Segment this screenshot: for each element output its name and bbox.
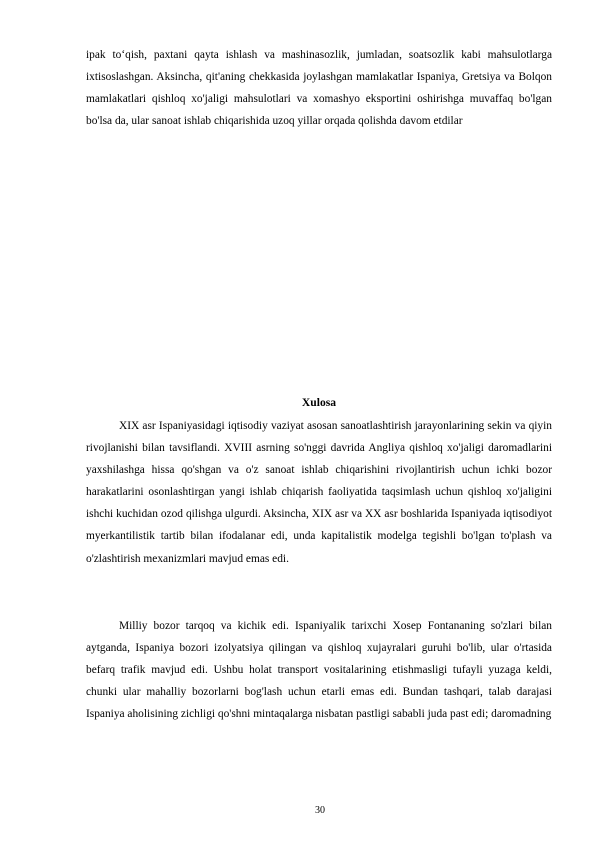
body-paragraph: XIX asr Ispaniyasidagi iqtisodiy vaziyat asosan sanoatlashtirish jarayonlarining sekin va qiyin rivojlanishi bilan tavsiflandi. XVIII asrning so'nggi davrida Angliya qishloq xo'jaligi daromadlarini yaxshilashga hissa qo'shgan va o'z sanoat ishlab chiqarishini rivojlantirish uchun ichki bozor harakatlarini osonlashtirgan yangi ishlab chiqarish faoliyatida taqsimlash uchun qishloq xo'jaligini ishchi kuchidan ozod qilishga ulgurdi. Aksincha, XIX asr va XX asr boshlarida Ispaniyada iqtisodiyot myerkantilistik tartib bilan ifodalanar edi, unda kapitalistik modelga tegishli bo'lgan to'plash va o'zlashtirish mexanizmlari mavjud emas edi. bbox=[86, 420, 552, 565]
page-number: 30 bbox=[315, 805, 325, 816]
body-paragraph: ipak to‘qish, paxtani qayta ishlash va mashinasozlik, jumladan, soatsozlik kabi mahsulotlarga ixtisoslashgan. Aksincha, qit'aning chekkasida joylashgan mamlakatlar Ispaniya, Gretsiya va Bolqon mamlakatlari qishloq xo'jaligi mahsulotlari va xomashyo eksportini oshirishga muvaffaq bo'lgan bo'lsa da, ular sanoat ishlab chiqarishida uzoq yillar orqada qolishda davom etdilar bbox=[86, 49, 552, 128]
section-title: Xulosa bbox=[301, 396, 337, 409]
body-paragraph: Milliy bozor tarqoq va kichik edi. Ispaniyalik tarixchi Xosep Fontananing so'zlari bilan aytganda, Ispaniya bozori izolyatsiya qilingan va qishloq xujayralari guruhi bo'lib, ular o'rtasida befarq trafik mavjud edi. Ushbu holat transport vositalarining etishmasligi tufayli yuzaga keldi, chunki ular mahalliy bozorlarni bog'lash uchun etarli emas edi. Bundan tashqari, talab darajasi Ispaniya aholisining zichligi qo'shni mintaqalarga nisbatan pastligi sababli juda past edi; daromadning bbox=[86, 620, 552, 721]
